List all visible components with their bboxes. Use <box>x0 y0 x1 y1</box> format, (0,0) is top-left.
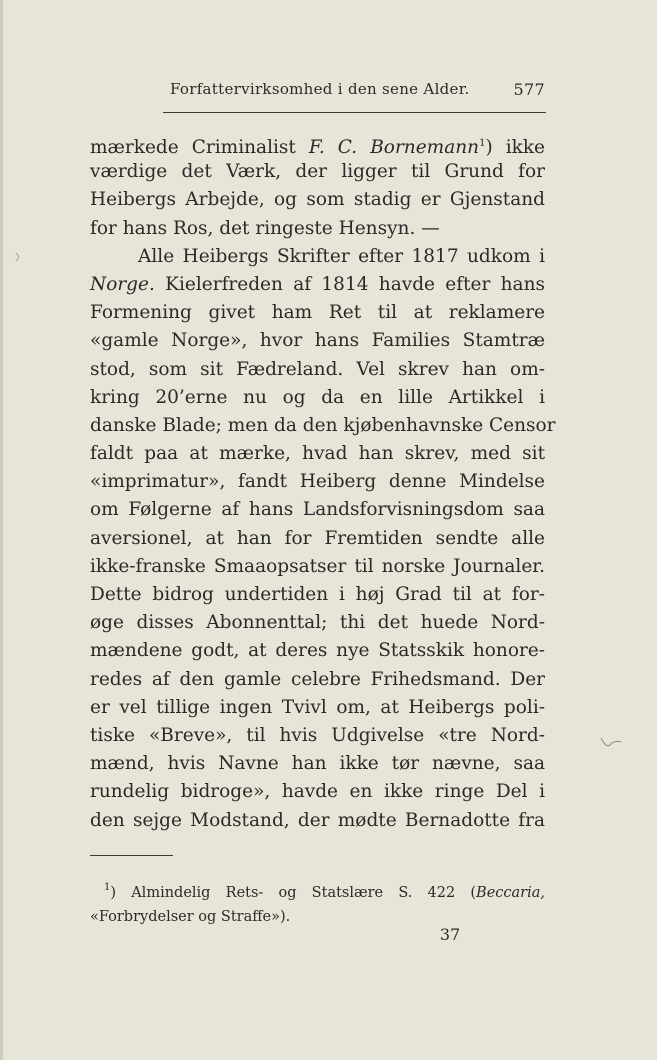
footnote-ref: 1 <box>479 138 486 149</box>
text-line: «imprimatur», fandt Heiberg denne Mindelse <box>90 471 545 493</box>
text-line: Dette bidrog undertiden i høj Grad til at for- <box>90 584 545 605</box>
signature-mark: 37 <box>439 925 461 944</box>
text-line: stod, som sit Fædreland. Vel skrev han om- <box>90 358 545 380</box>
text-line: danske Blade; men da den kjøbenhavnske Censor <box>90 414 556 436</box>
pencil-mark-icon <box>600 736 622 750</box>
text-line: rundelig bidroge», havde en ikke ringe Del i <box>90 781 545 803</box>
body-text <box>90 130 556 835</box>
pencil-mark-left-icon <box>14 252 22 262</box>
page-number: 577 <box>513 80 545 99</box>
running-title: Forfattervirksomhed i den sene Alder. <box>170 80 470 98</box>
text-line: tiske «Breve», til hvis Udgivelse «tre Nord- <box>90 724 545 746</box>
text-line: Formening givet ham Ret til at reklamere <box>90 302 545 324</box>
text-line: den sejge Modstand, der mødte Bernadotte fra <box>90 809 545 831</box>
text-line: redes af den gamle celebre Frihedsmand. Der <box>90 668 545 690</box>
page-edge <box>0 0 3 1060</box>
text-line: faldt paa at mærke, hvad han skrev, med sit <box>90 443 545 465</box>
text-line: kring 20’erne nu og da en lille Artikkel i <box>90 386 545 408</box>
text-line: mænd, hvis Navne han ikke tør nævne, saa <box>90 753 545 775</box>
text-line: værdige det Værk, der ligger til Grund for <box>90 161 545 183</box>
text-line: aversionel, at han for Fremtiden sendte alle <box>90 527 545 549</box>
text-line: Norge. Kielerfreden af 1814 havde efter hans <box>90 273 545 295</box>
footnote-line: «Forbrydelser og Straffe»). <box>90 909 291 925</box>
italic-place: Norge. <box>90 273 155 295</box>
text-line: for hans Ros, det ringeste Hensyn. — <box>90 217 440 239</box>
running-header <box>90 80 545 102</box>
text-line: mændene godt, at deres nye Statsskik honore- <box>90 640 545 662</box>
text-line: mærkede Criminalist F. C. Bornemann$^1$) ikke <box>90 137 545 158</box>
footnote <box>90 876 545 929</box>
italic-name: F. C. Bornemann <box>308 137 480 158</box>
footnote-marker: 1 <box>104 882 111 893</box>
header-rule <box>163 112 546 113</box>
footnote-rule <box>90 855 173 856</box>
text-line: er vel tillige ingen Tvivl om, at Heibergs poli- <box>90 696 545 718</box>
text-line: ikke-franske Smaaopsatser til norske Journaler. <box>90 555 545 577</box>
text-line: «gamle Norge», hvor hans Families Stamtræ <box>90 330 545 352</box>
text-line: øge disses Abonnenttal; thi det huede Nord- <box>90 612 545 634</box>
text-line: om Følgerne af hans Landsforvisningsdom saa <box>90 499 545 521</box>
text-line: Heibergs Arbejde, og som stadig er Gjenstand <box>90 189 545 211</box>
text-line: Alle Heibergs Skrifter efter 1817 udkom i <box>138 245 545 267</box>
footnote-line: $^1$) Almindelig Rets- og Statslære S. 422 (Beccaria, <box>104 882 545 901</box>
